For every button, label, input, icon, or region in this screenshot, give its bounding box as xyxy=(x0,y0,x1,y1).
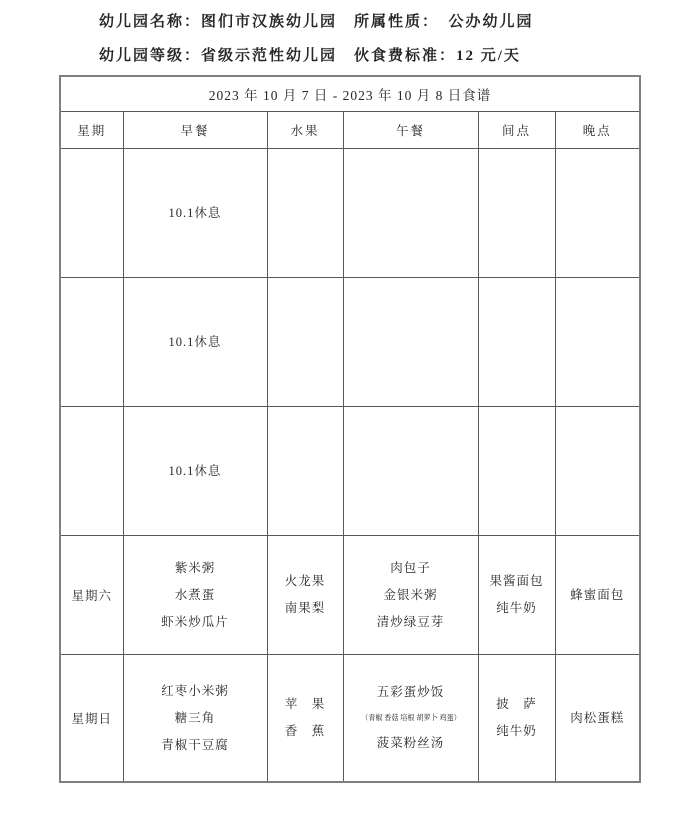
table-row-sunday xyxy=(60,655,640,783)
col-header-breakfast: 早餐 xyxy=(123,112,267,149)
table-title-row xyxy=(60,76,640,112)
table-row-rest-1 xyxy=(60,149,640,278)
cell-lunch xyxy=(343,278,478,407)
dish: 蜂蜜面包 xyxy=(570,587,625,602)
cell-supper xyxy=(555,278,640,407)
cell-breakfast xyxy=(123,536,267,655)
cell-supper xyxy=(555,536,640,655)
cell-breakfast xyxy=(123,655,267,783)
cell-breakfast xyxy=(123,407,267,536)
cell-lunch xyxy=(343,407,478,536)
cell-day xyxy=(60,278,123,407)
cell-snack xyxy=(478,655,555,783)
table-title: 2023 年 10 月 7 日 - 2023 年 10 月 8 日食谱 xyxy=(60,76,640,112)
dish: 肉包子 xyxy=(390,560,431,575)
cell-fruit xyxy=(267,149,343,278)
table-row-saturday xyxy=(60,536,640,655)
cell-supper xyxy=(555,655,640,783)
cell-day: 星期六 xyxy=(60,536,123,655)
kindergarten-info xyxy=(0,0,700,73)
cell-snack xyxy=(478,536,555,655)
cell-fruit xyxy=(267,655,343,783)
cell-supper xyxy=(555,407,640,536)
dish-ingredients-note: （青椒 香菇 培根 胡萝卜 鸡蛋） xyxy=(360,713,461,722)
dish: 香 蕉 xyxy=(284,724,326,738)
cell-day xyxy=(60,149,123,278)
dish: 火龙果 xyxy=(284,574,326,588)
dish: 紫米粥 xyxy=(174,560,216,575)
col-header-lunch: 午餐 xyxy=(343,112,478,149)
menu-table xyxy=(59,75,641,783)
cell-breakfast xyxy=(123,278,267,407)
dish: 五彩蛋炒饭 xyxy=(376,685,445,699)
cell-breakfast xyxy=(123,149,267,278)
col-header-day: 星期 xyxy=(60,112,123,149)
info-line-grade-fee: 幼儿园等级：省级示范性幼儿园 伙食费标准：12 元/天 xyxy=(99,48,521,64)
table-row-rest-3 xyxy=(60,407,640,536)
dish: 南果梨 xyxy=(284,601,326,615)
dish: 果酱面包 xyxy=(489,574,544,588)
dish: 菠菜粉丝汤 xyxy=(376,736,445,750)
cell-day xyxy=(60,407,123,536)
rest-note: 10.1休息 xyxy=(168,335,222,349)
cell-lunch xyxy=(343,655,478,783)
table-row-rest-2 xyxy=(60,278,640,407)
cell-day: 星期日 xyxy=(60,655,123,783)
dish: 红枣小米粥 xyxy=(161,683,229,698)
col-header-supper: 晚点 xyxy=(555,112,640,149)
col-header-snack: 间点 xyxy=(478,112,555,149)
cell-lunch xyxy=(343,536,478,655)
dish: 苹 果 xyxy=(284,697,326,711)
cell-snack xyxy=(478,149,555,278)
dish: 披 萨 xyxy=(496,697,537,711)
cell-snack xyxy=(478,407,555,536)
dish: 清炒绿豆芽 xyxy=(376,614,445,629)
dish: 青椒干豆腐 xyxy=(161,737,229,752)
dish: 虾米炒瓜片 xyxy=(161,614,229,629)
cell-snack xyxy=(478,278,555,407)
col-header-fruit: 水果 xyxy=(267,112,343,149)
dish: 纯牛奶 xyxy=(496,601,537,615)
cell-fruit xyxy=(267,407,343,536)
cell-supper xyxy=(555,149,640,278)
dish: 肉松蛋糕 xyxy=(570,710,625,725)
rest-note: 10.1休息 xyxy=(168,206,222,220)
dish: 糖三角 xyxy=(174,710,216,725)
table-header-row xyxy=(60,112,640,149)
dish: 水煮蛋 xyxy=(174,587,216,602)
info-line-name-nature: 幼儿园名称：图们市汉族幼儿园 所属性质： 公办幼儿园 xyxy=(99,14,534,30)
rest-note: 10.1休息 xyxy=(168,464,222,478)
cell-fruit xyxy=(267,278,343,407)
dish: 纯牛奶 xyxy=(496,724,537,738)
cell-lunch xyxy=(343,149,478,278)
dish: 金银米粥 xyxy=(383,587,438,602)
cell-fruit xyxy=(267,536,343,655)
